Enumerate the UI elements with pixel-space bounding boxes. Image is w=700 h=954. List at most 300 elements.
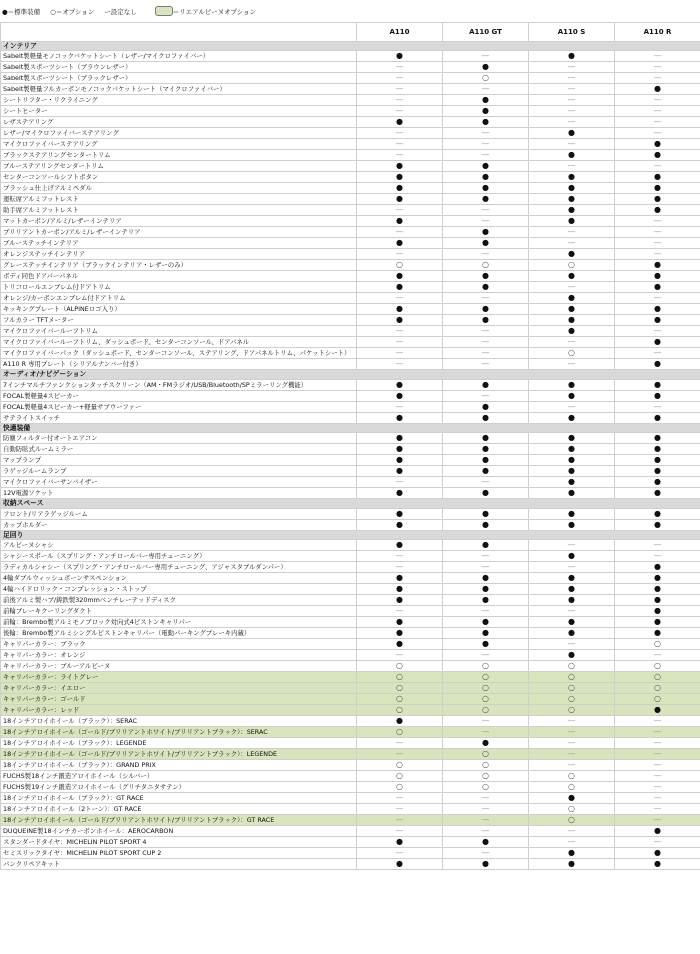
feature-label: 18インチアロイホイール（ブラック）：GRAND PRIX bbox=[1, 760, 357, 771]
availability-mark: ● bbox=[529, 584, 615, 595]
availability-mark: — bbox=[529, 227, 615, 238]
feature-label: Sabelt製スポーツシート（ブラックレザー） bbox=[1, 73, 357, 84]
availability-mark: ● bbox=[529, 595, 615, 606]
feature-label: フロント/リアラゲッジルーム bbox=[1, 508, 357, 519]
availability-mark: ○ bbox=[357, 661, 443, 672]
feature-label: マイクロファイバーステアリング bbox=[1, 139, 357, 150]
availability-mark: ● bbox=[357, 172, 443, 183]
availability-mark: — bbox=[529, 540, 615, 551]
availability-mark: — bbox=[615, 73, 700, 84]
availability-mark: — bbox=[443, 150, 529, 161]
availability-mark: ○ bbox=[357, 672, 443, 683]
availability-mark: ● bbox=[615, 194, 700, 205]
table-row bbox=[1, 227, 700, 238]
table-row bbox=[1, 771, 700, 782]
availability-mark: ● bbox=[529, 477, 615, 488]
feature-label: 18インチアロイホイール（ブラック）：GT RACE bbox=[1, 793, 357, 804]
availability-mark: — bbox=[615, 117, 700, 128]
availability-mark: ○ bbox=[357, 727, 443, 738]
availability-mark: ● bbox=[357, 433, 443, 444]
availability-mark: ○ bbox=[357, 694, 443, 705]
section-title: 足回り bbox=[1, 530, 700, 539]
availability-mark: ● bbox=[615, 183, 700, 194]
availability-mark: ● bbox=[615, 617, 700, 628]
table-row bbox=[1, 488, 700, 499]
section-header-row bbox=[1, 370, 700, 379]
table-row bbox=[1, 379, 700, 390]
table-row bbox=[1, 348, 700, 359]
availability-mark: ● bbox=[529, 315, 615, 326]
availability-mark: — bbox=[615, 727, 700, 738]
availability-mark: ● bbox=[529, 326, 615, 337]
availability-mark: ● bbox=[443, 117, 529, 128]
availability-mark: ● bbox=[443, 62, 529, 73]
availability-mark: — bbox=[443, 139, 529, 150]
feature-label: ブラッシュ仕上げアルミペダル bbox=[1, 183, 357, 194]
table-row bbox=[1, 650, 700, 661]
availability-mark: ● bbox=[357, 390, 443, 401]
availability-mark: ○ bbox=[443, 749, 529, 760]
table-row bbox=[1, 172, 700, 183]
availability-mark: ○ bbox=[443, 672, 529, 683]
feature-label: 12V電源ソケット bbox=[1, 488, 357, 499]
table-row bbox=[1, 62, 700, 73]
availability-mark: ● bbox=[615, 508, 700, 519]
availability-mark: ● bbox=[443, 161, 529, 172]
availability-mark: ○ bbox=[443, 705, 529, 716]
availability-mark: ● bbox=[443, 859, 529, 870]
section-title: 収納スペース bbox=[1, 499, 700, 508]
availability-mark: — bbox=[615, 62, 700, 73]
availability-mark: ● bbox=[443, 194, 529, 205]
feature-label: 防塵フィルター付オートエアコン bbox=[1, 433, 357, 444]
table-row bbox=[1, 661, 700, 672]
feature-label: 7インチマルチファンクションタッチスクリーン（AM・FMラジオ/USB/Bluetooth/SPミラーリング機能） bbox=[1, 379, 357, 390]
availability-mark: — bbox=[615, 293, 700, 304]
availability-mark: — bbox=[357, 128, 443, 139]
availability-mark: ● bbox=[357, 51, 443, 62]
feature-label: 後輪：Brembo製アルミシングルピストンキャリパー（電動パーキングブレーキ内蔵） bbox=[1, 628, 357, 639]
availability-mark: — bbox=[357, 477, 443, 488]
availability-mark: — bbox=[615, 540, 700, 551]
table-row bbox=[1, 51, 700, 62]
availability-mark: ● bbox=[529, 150, 615, 161]
availability-mark: ● bbox=[529, 216, 615, 227]
feature-label: シャシースポール（スプリング・アンチロールバー専用チューニング） bbox=[1, 551, 357, 562]
section-header-row bbox=[1, 42, 700, 51]
availability-mark: — bbox=[443, 128, 529, 139]
availability-mark: — bbox=[443, 337, 529, 348]
availability-mark: ○ bbox=[615, 661, 700, 672]
table-row bbox=[1, 584, 700, 595]
table-row bbox=[1, 628, 700, 639]
availability-mark: ● bbox=[357, 412, 443, 423]
table-row bbox=[1, 727, 700, 738]
availability-mark: — bbox=[529, 117, 615, 128]
availability-mark: ● bbox=[615, 848, 700, 859]
availability-mark: ● bbox=[615, 84, 700, 95]
table-row bbox=[1, 826, 700, 837]
feature-label: センターコンソールシフトボタン bbox=[1, 172, 357, 183]
availability-mark: ● bbox=[615, 412, 700, 423]
table-row bbox=[1, 444, 700, 455]
availability-mark: ● bbox=[615, 444, 700, 455]
availability-mark: — bbox=[529, 749, 615, 760]
header-row bbox=[1, 23, 700, 42]
table-row bbox=[1, 337, 700, 348]
availability-mark: ● bbox=[529, 617, 615, 628]
availability-mark: — bbox=[443, 390, 529, 401]
availability-mark: — bbox=[529, 139, 615, 150]
feature-label: 前後アルミ製ハブ/鋳鉄製320mmベンチレーテッドディスク bbox=[1, 595, 357, 606]
availability-mark: ● bbox=[615, 573, 700, 584]
table-row bbox=[1, 73, 700, 84]
availability-mark: ● bbox=[443, 172, 529, 183]
availability-mark: ● bbox=[357, 595, 443, 606]
availability-mark: ● bbox=[357, 379, 443, 390]
availability-mark: ○ bbox=[529, 672, 615, 683]
availability-mark: — bbox=[443, 804, 529, 815]
availability-mark: ● bbox=[443, 837, 529, 848]
availability-mark: ○ bbox=[443, 73, 529, 84]
availability-mark: ● bbox=[615, 826, 700, 837]
availability-mark: ● bbox=[615, 466, 700, 477]
feature-label: 前輪：Brembo製アルミモノブロック対向式4ピストンキャリパー bbox=[1, 617, 357, 628]
availability-mark: ○ bbox=[443, 661, 529, 672]
availability-mark: ● bbox=[357, 304, 443, 315]
availability-mark: — bbox=[529, 826, 615, 837]
availability-mark: — bbox=[357, 337, 443, 348]
table-row bbox=[1, 848, 700, 859]
availability-mark: ○ bbox=[357, 705, 443, 716]
legend-none: ー設定なし bbox=[104, 7, 137, 16]
section-header-row bbox=[1, 423, 700, 432]
availability-mark: — bbox=[615, 551, 700, 562]
availability-mark: ○ bbox=[615, 694, 700, 705]
feature-label: FUCHS製18インチ鍛造アロイホイール（シルバー） bbox=[1, 771, 357, 782]
availability-mark: ● bbox=[357, 488, 443, 499]
feature-label: レザステアリング bbox=[1, 117, 357, 128]
availability-mark: ● bbox=[443, 455, 529, 466]
availability-mark: — bbox=[357, 650, 443, 661]
availability-mark: ● bbox=[357, 271, 443, 282]
availability-mark: ● bbox=[443, 282, 529, 293]
availability-mark: ● bbox=[357, 183, 443, 194]
availability-mark: ● bbox=[615, 205, 700, 216]
availability-mark: ● bbox=[443, 595, 529, 606]
availability-mark: ● bbox=[357, 573, 443, 584]
availability-mark: — bbox=[443, 477, 529, 488]
section-title: インテリア bbox=[1, 42, 700, 51]
table-row bbox=[1, 749, 700, 760]
availability-mark: ● bbox=[443, 738, 529, 749]
availability-mark: ● bbox=[529, 379, 615, 390]
feature-label: 4輪ハイドロリック・コンプレッション・ストップ bbox=[1, 584, 357, 595]
availability-mark: — bbox=[443, 650, 529, 661]
feature-label: トリコロールエンブレム付ドアトリム bbox=[1, 282, 357, 293]
availability-mark: ● bbox=[615, 562, 700, 573]
availability-mark: ○ bbox=[529, 815, 615, 826]
availability-mark: — bbox=[357, 401, 443, 412]
availability-mark: ● bbox=[615, 379, 700, 390]
feature-label: シートリフター・リクライニング bbox=[1, 95, 357, 106]
availability-mark: — bbox=[443, 51, 529, 62]
table-row bbox=[1, 573, 700, 584]
availability-mark: ● bbox=[529, 390, 615, 401]
table-row bbox=[1, 293, 700, 304]
availability-mark: ● bbox=[443, 401, 529, 412]
availability-mark: ● bbox=[615, 628, 700, 639]
availability-mark: — bbox=[615, 51, 700, 62]
feature-label: A110 R 専用プレート（シリアルナンバー付き） bbox=[1, 359, 357, 370]
availability-mark: ● bbox=[529, 128, 615, 139]
section-header-row bbox=[1, 499, 700, 508]
table-row bbox=[1, 128, 700, 139]
availability-mark: — bbox=[357, 606, 443, 617]
availability-mark: — bbox=[615, 716, 700, 727]
availability-mark: ● bbox=[443, 639, 529, 650]
availability-mark: — bbox=[443, 205, 529, 216]
table-row bbox=[1, 508, 700, 519]
availability-mark: ● bbox=[615, 139, 700, 150]
availability-mark: — bbox=[443, 848, 529, 859]
availability-mark: — bbox=[443, 348, 529, 359]
availability-mark: ○ bbox=[443, 771, 529, 782]
availability-mark: — bbox=[357, 738, 443, 749]
availability-mark: ● bbox=[443, 315, 529, 326]
legend-highlight-swatch bbox=[155, 6, 173, 16]
availability-mark: ● bbox=[529, 573, 615, 584]
availability-mark: ● bbox=[615, 337, 700, 348]
availability-mark: — bbox=[443, 826, 529, 837]
table-row bbox=[1, 804, 700, 815]
table-row bbox=[1, 606, 700, 617]
availability-mark: ● bbox=[529, 304, 615, 315]
availability-mark: — bbox=[529, 562, 615, 573]
availability-mark: — bbox=[443, 359, 529, 370]
feature-label: ボディ同色ドアパーパネル bbox=[1, 271, 357, 282]
availability-mark: — bbox=[443, 249, 529, 260]
availability-mark: — bbox=[529, 238, 615, 249]
feature-label: 18インチアロイホイール（ブラック）：LEGENDE bbox=[1, 738, 357, 749]
availability-mark: ● bbox=[615, 519, 700, 530]
feature-label: 18インチアロイホイール（2トーン）：GT RACE bbox=[1, 804, 357, 815]
availability-mark: — bbox=[529, 606, 615, 617]
availability-mark: ● bbox=[529, 249, 615, 260]
feature-label: 運転席アルミフットレスト bbox=[1, 194, 357, 205]
table-row bbox=[1, 760, 700, 771]
feature-label: オレンジ/カーボンエンブレム付ドアトリム bbox=[1, 293, 357, 304]
feature-label: キャリパーカラー：ブルーアルピーヌ bbox=[1, 661, 357, 672]
table-row bbox=[1, 161, 700, 172]
availability-mark: — bbox=[357, 848, 443, 859]
table-row bbox=[1, 260, 700, 271]
availability-mark: ● bbox=[357, 859, 443, 870]
availability-mark: — bbox=[615, 348, 700, 359]
availability-mark: ○ bbox=[357, 683, 443, 694]
table-row bbox=[1, 595, 700, 606]
availability-mark: ● bbox=[615, 595, 700, 606]
availability-mark: — bbox=[529, 738, 615, 749]
feature-label: シートヒーター bbox=[1, 106, 357, 117]
availability-mark: ● bbox=[615, 606, 700, 617]
availability-mark: — bbox=[443, 562, 529, 573]
table-row bbox=[1, 562, 700, 573]
availability-mark: — bbox=[615, 650, 700, 661]
availability-mark: ● bbox=[529, 859, 615, 870]
availability-mark: ● bbox=[357, 716, 443, 727]
legend-bar bbox=[0, 0, 700, 22]
section-header-row bbox=[1, 530, 700, 539]
availability-mark: — bbox=[529, 337, 615, 348]
table-row bbox=[1, 477, 700, 488]
availability-mark: ● bbox=[357, 315, 443, 326]
table-row bbox=[1, 282, 700, 293]
table-row bbox=[1, 106, 700, 117]
table-row bbox=[1, 433, 700, 444]
table-row bbox=[1, 359, 700, 370]
availability-mark: — bbox=[529, 106, 615, 117]
availability-mark: ● bbox=[529, 183, 615, 194]
availability-mark: — bbox=[443, 815, 529, 826]
table-row bbox=[1, 716, 700, 727]
availability-mark: — bbox=[357, 826, 443, 837]
table-row bbox=[1, 390, 700, 401]
availability-mark: ● bbox=[357, 584, 443, 595]
feature-label: カップホルダー bbox=[1, 519, 357, 530]
feature-label: ブルーステアリングセンタートリム bbox=[1, 161, 357, 172]
availability-mark: ● bbox=[357, 639, 443, 650]
availability-mark: ● bbox=[443, 183, 529, 194]
feature-label: 18インチアロイホイール（ブラック）：SERAC bbox=[1, 716, 357, 727]
table-row bbox=[1, 326, 700, 337]
availability-mark: ● bbox=[443, 519, 529, 530]
availability-mark: ● bbox=[615, 150, 700, 161]
availability-mark: ● bbox=[529, 433, 615, 444]
availability-mark: — bbox=[529, 62, 615, 73]
availability-mark: ● bbox=[529, 271, 615, 282]
feature-label: キャリパーカラー：ゴールド bbox=[1, 694, 357, 705]
availability-mark: — bbox=[357, 62, 443, 73]
availability-mark: ● bbox=[357, 837, 443, 848]
availability-mark: — bbox=[357, 150, 443, 161]
availability-mark: — bbox=[443, 326, 529, 337]
availability-mark: ○ bbox=[529, 782, 615, 793]
availability-mark: ○ bbox=[443, 760, 529, 771]
feature-label: ブラックステアリングセンタートリム bbox=[1, 150, 357, 161]
table-row bbox=[1, 401, 700, 412]
feature-label: FUCHS製19インチ鍛造アロイホイール（グリチタニタサテン） bbox=[1, 782, 357, 793]
table-row bbox=[1, 304, 700, 315]
availability-mark: ○ bbox=[443, 260, 529, 271]
equipment-table bbox=[0, 22, 700, 870]
table-row bbox=[1, 271, 700, 282]
table-row bbox=[1, 183, 700, 194]
availability-mark: ● bbox=[443, 617, 529, 628]
availability-mark: ● bbox=[529, 551, 615, 562]
availability-mark: ○ bbox=[615, 683, 700, 694]
feature-label: サテライトスイッチ bbox=[1, 412, 357, 423]
availability-mark: — bbox=[443, 716, 529, 727]
availability-mark: — bbox=[529, 84, 615, 95]
availability-mark: ● bbox=[357, 540, 443, 551]
feature-label: セミスリックタイヤ：MICHELIN PILOT SPORT CUP 2 bbox=[1, 848, 357, 859]
equipment-table-body bbox=[1, 23, 700, 870]
availability-mark: ○ bbox=[443, 782, 529, 793]
availability-mark: ● bbox=[443, 573, 529, 584]
feature-label: ブルーステッチインテリア bbox=[1, 238, 357, 249]
availability-mark: ● bbox=[357, 282, 443, 293]
availability-mark: ● bbox=[529, 848, 615, 859]
feature-label: ラディカルシャシー（スプリング・アンチロールバー専用チューニング、アジャスタブルダンパー） bbox=[1, 562, 357, 573]
availability-mark: — bbox=[615, 106, 700, 117]
availability-mark: ● bbox=[443, 227, 529, 238]
availability-mark: — bbox=[615, 782, 700, 793]
feature-label: Sabelt製軽量モノコックバケットシート（レザー/マイクロファイバー） bbox=[1, 51, 357, 62]
availability-mark: — bbox=[357, 205, 443, 216]
feature-label: 18インチアロイホイール（ゴールド/ブリリアントホワイト/ブリリアントブラック）：SERAC bbox=[1, 727, 357, 738]
table-row bbox=[1, 205, 700, 216]
availability-mark: ● bbox=[529, 172, 615, 183]
table-row bbox=[1, 238, 700, 249]
availability-mark: ● bbox=[615, 584, 700, 595]
table-row bbox=[1, 150, 700, 161]
availability-mark: — bbox=[615, 401, 700, 412]
feature-label: キャリパーカラー：オレンジ bbox=[1, 650, 357, 661]
table-row bbox=[1, 617, 700, 628]
table-row bbox=[1, 412, 700, 423]
feature-label: フルカラー TFTメーター bbox=[1, 315, 357, 326]
availability-mark: — bbox=[357, 227, 443, 238]
feature-label: 前輪ブレーキクーリングダクト bbox=[1, 606, 357, 617]
feature-label: グレーステッチインテリア（ブラックインテリア・レザーのみ） bbox=[1, 260, 357, 271]
availability-mark: — bbox=[529, 161, 615, 172]
feature-label: レザー/マイクロファイバーステアリング bbox=[1, 128, 357, 139]
column-header-a110-s: A110 S bbox=[529, 23, 615, 42]
availability-mark: ● bbox=[443, 95, 529, 106]
availability-mark: — bbox=[443, 727, 529, 738]
availability-mark: ● bbox=[357, 617, 443, 628]
availability-mark: ● bbox=[357, 194, 443, 205]
feature-label: スタンダードタイヤ：MICHELIN PILOT SPORT 4 bbox=[1, 837, 357, 848]
availability-mark: ● bbox=[443, 466, 529, 477]
availability-mark: ● bbox=[443, 304, 529, 315]
feature-label: キッキングプレート（ALPINEロゴ入り） bbox=[1, 304, 357, 315]
availability-mark: — bbox=[443, 793, 529, 804]
availability-mark: — bbox=[443, 293, 529, 304]
feature-label: アルピーヌシャシ bbox=[1, 540, 357, 551]
table-row bbox=[1, 859, 700, 870]
availability-mark: ● bbox=[357, 161, 443, 172]
availability-mark: — bbox=[357, 95, 443, 106]
availability-mark: ● bbox=[357, 216, 443, 227]
legend-highlight: ＝リエアルピーヌオプション bbox=[172, 7, 257, 16]
availability-mark: — bbox=[529, 727, 615, 738]
table-row bbox=[1, 551, 700, 562]
availability-mark: ○ bbox=[529, 705, 615, 716]
availability-mark: — bbox=[443, 606, 529, 617]
feature-label: マイクロファイバーサンバイザー bbox=[1, 477, 357, 488]
table-row bbox=[1, 837, 700, 848]
availability-mark: — bbox=[529, 837, 615, 848]
feature-label: マイクロファイバールーフトリム、ダッシュボード、センターコンソール、ドアパネル bbox=[1, 337, 357, 348]
availability-mark: ● bbox=[443, 433, 529, 444]
availability-mark: ○ bbox=[529, 348, 615, 359]
availability-mark: — bbox=[615, 804, 700, 815]
table-row bbox=[1, 782, 700, 793]
availability-mark: ● bbox=[529, 628, 615, 639]
availability-mark: ● bbox=[443, 444, 529, 455]
